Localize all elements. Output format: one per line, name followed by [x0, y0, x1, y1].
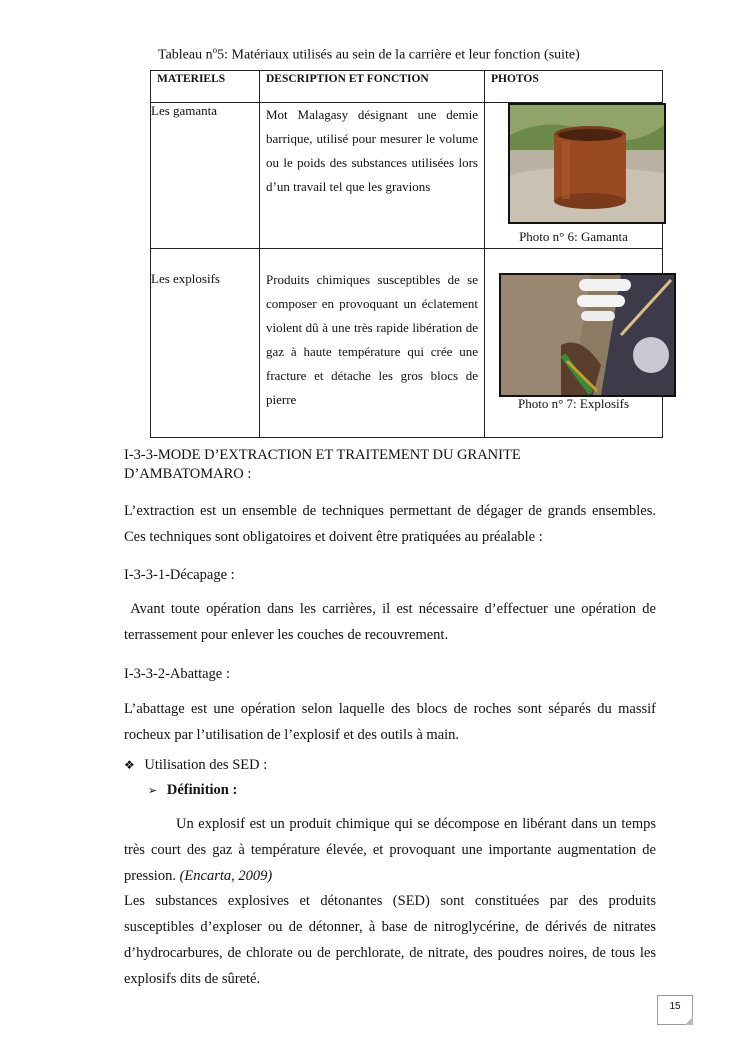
bullet-definition: ➢ Définition :	[148, 782, 238, 798]
description-cell	[260, 249, 485, 438]
header-materiels: MATERIELS	[151, 71, 260, 103]
photo-cell	[485, 103, 663, 249]
explosifs-photo	[499, 273, 676, 397]
header-description: DESCRIPTION ET FONCTION	[260, 71, 485, 103]
page-number: 15	[657, 995, 693, 1025]
subheading-abattage: I-3-3-2-Abattage :	[124, 666, 230, 682]
material-name: Les gamanta	[151, 103, 260, 249]
diamond-bullet-icon: ❖	[124, 758, 135, 772]
paragraph-decapage: Avant toute opération dans les carrières, il est nécessaire d’effectuer une opération de terrassement pour enlever les couches de recouvrement.	[124, 601, 660, 643]
gamanta-photo	[508, 103, 666, 224]
photo-caption: Photo n° 7: Explosifs	[517, 396, 629, 411]
subheading-decapage: I-3-3-1-Décapage :	[124, 567, 235, 583]
citation: (Encarta, 2009)	[179, 868, 273, 884]
paragraph-definition: Un explosif est un produit chimique qui se décompose en libérant dans un temps très court des gaz à température élevée, et provoquant une importante augmentation de pression. (Encarta, 2009)	[124, 816, 656, 884]
section-heading-line2: D’AMBATOMARO :	[124, 466, 252, 482]
material-name: Les explosifs	[151, 249, 260, 438]
section-heading-line1: I-3-3-MODE D’EXTRACTION ET TRAITEMENT DU GRANITE	[124, 447, 521, 463]
table-header-row	[151, 71, 663, 103]
header-photos: PHOTOS	[485, 71, 663, 103]
paragraph-sed: Les substances explosives et détonantes (SED) sont constituées par des produits susceptibles d’exploser ou de détonner, à base de nitroglycérine, de dérivés de nitrates d’hydrocarbures, de chlorate ou de perchlorate, de nitrate, des poudres noires, de tous les explosifs dits de sûreté.	[124, 893, 656, 987]
table-row	[151, 249, 663, 438]
paragraph-extraction: L’extraction est un ensemble de techniques permettant de dégager de grands ensembles. Ces techniques sont obligatoires et doivent être pratiquées au préalable :	[124, 503, 656, 545]
material-description: Mot Malagasy désignant une demie barrique, utilisé pour mesurer le volume ou le poids des substances utilisées lors d’un travail tel que les gravions	[266, 107, 478, 194]
table-row	[151, 103, 663, 249]
description-cell	[260, 103, 485, 249]
photo-caption: Photo n° 6: Gamanta	[519, 229, 628, 244]
materials-table	[150, 70, 663, 438]
photo-cell	[485, 249, 663, 438]
bullet-sed: ❖ Utilisation des SED :	[124, 757, 268, 773]
table-caption: Tableau $n^o5$: Matériaux utilisés au sein de la carrière et leur fonction (suite)	[158, 45, 580, 63]
material-description: Produits chimiques susceptibles de se composer en provoquant un éclatement violent dû à une très rapide libération de gaz à haute température qui crée une fracture et détache les gros blocs de pierre	[266, 272, 478, 407]
paragraph-abattage: L’abattage est une opération selon laquelle des blocs de roches sont séparés du massif rocheux par l’utilisation de l’explosif et des outils à main.	[124, 701, 656, 743]
arrow-bullet-icon: ➢	[148, 784, 158, 797]
